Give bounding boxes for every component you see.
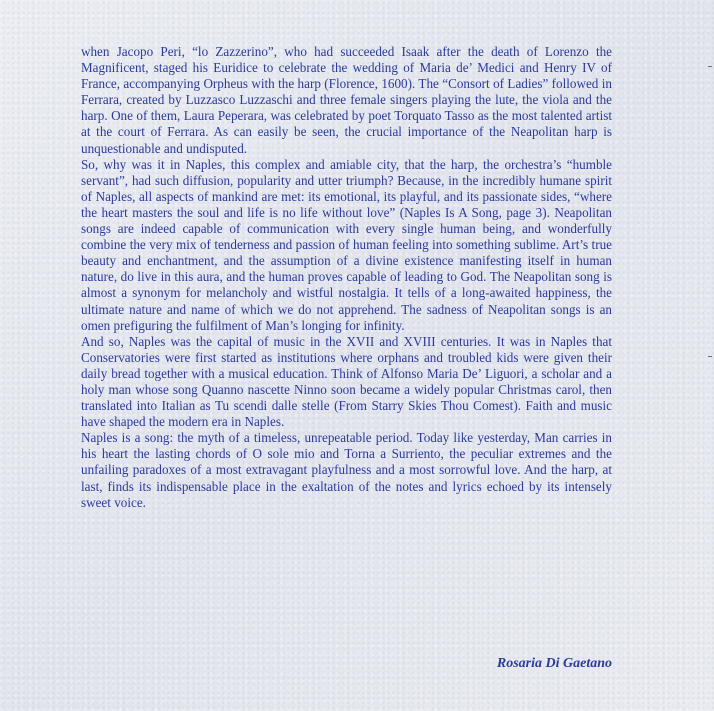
author-signature: Rosaria Di Gaetano (496, 656, 612, 671)
crop-mark-top (708, 66, 712, 67)
paragraph-3: And so, Naples was the capital of music in the XVII and XVIII centuries. It was in Naples that Conservatories were first started as institutions where orphans and troubled kids were given their daily bread together with a musical education. Think of Alfonso Maria De’ Liguori, a scholar and a holy man whose song Quanno nascette Ninno soon became a widely popular Christmas carol, then translated into Italian as Tu scendi dalle stelle (From Starry Skies Thou Comest). Faith and music have shaped the modern era in Naples. (81, 333, 612, 430)
paragraph-2: So, why was it in Naples, this complex and amiable city, that the harp, the orchestra’s “humble servant”, had such diffusion, popularity and utter triumph? Because, in the incredibly humane spirit of Naples, all aspects of mankind are met: its emotional, its playful, and its passionate sides, “where the heart masters the soul and life is no life without love” (Naples Is A Song, page 3). Neapolitan songs are indeed capable of communication with every single human being, and wonderfully combine the very mix of tenderness and passion of human feeling into something sublime. Art’s true beauty and enchantment, and the assumption of a divine existence manifesting itself in human nature, do live in this aura, and the human proves capable of leading to God. The Neapolitan song is almost a synonym for melancholy and wistful nostalgia. It tells of a long-awaited happiness, the ultimate nature and name of which we do not apprehend. The sadness of Neapolitan songs is an omen prefiguring the fulfilment of Man’s longing for infinity. (81, 156, 612, 333)
paragraph-4: Naples is a song: the myth of a timeless, unrepeatable period. Today like yesterday, Man carries in his heart the lasting chords of O sole mio and Torna a Surriento, the peculiar extremes and the unfailing paradoxes of a most extravagant playfulness and a most sorrowful love. And the harp, at last, finds its indispensable place in the exaltation of the notes and lyrics echoed by its intensely sweet voice. (81, 430, 612, 510)
crop-mark-middle (708, 356, 712, 357)
text-column (81, 44, 612, 511)
body-text (81, 44, 612, 511)
paragraph-1: when Jacopo Peri, “lo Zazzerino”, who had succeeded Isaak after the death of Lorenzo the Magnificent, staged his Euridice to celebrate the wedding of Maria de’ Medici and Henry IV of France, accompanying Orpheus with the harp (Florence, 1600). The “Consort of Ladies” followed in Ferrara, created by Luzzasco Luzzaschi and three female singers playing the lute, the viola and the harp. One of them, Laura Peperara, was celebrated by poet Torquato Tasso as the most talented artist at the court of Ferrara. As can easily be seen, the crucial importance of the Neapolitan harp is unquestionable and undisputed. (81, 44, 612, 156)
